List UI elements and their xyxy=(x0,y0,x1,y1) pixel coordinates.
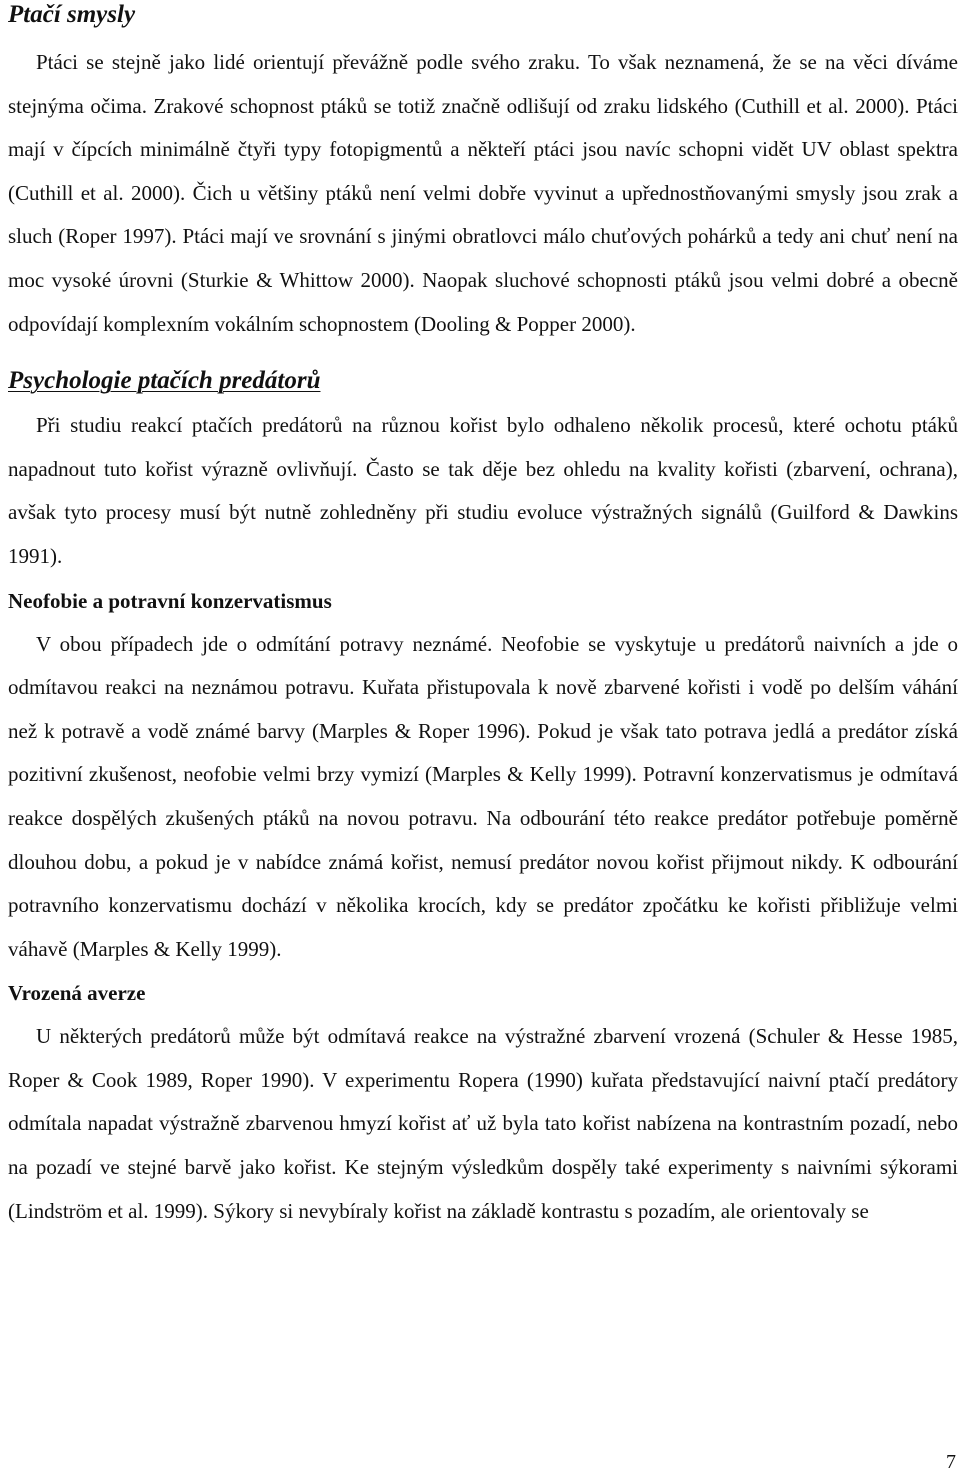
paragraph-psychologie: Při studiu reakcí ptačích predátorů na různou kořist bylo odhaleno několik procesů, které ochotu ptáků napadnout tuto kořist výrazně ovlivňují. Často se tak děje bez ohledu na kvality kořisti (zbarvení, ochrana), avšak tyto procesy musí být nutně zohledněny při studiu evoluce výstražných signálů (Guilford & Dawkins 1991). xyxy=(8,413,958,568)
subheading-neofobie: Neofobie a potravní konzervatismus xyxy=(8,588,332,613)
paragraph-neofobie: V obou případech jde o odmítání potravy neznámé. Neofobie se vyskytuje u predátorů naivních a jde o odmítavou reakci na neznámou potravu. Kuřata přistupovala k nově zbarvené kořisti i vodě po delším váhání než k potravě a vodě známé barvy (Marples & Roper 1996). Pokud je však tato potrava jedlá a predátor získá pozitivní zkušenost, neofobie velmi brzy vymizí (Marples & Kelly 1999). Potravní konzervatismus je odmítavá reakce dospělých zkušených ptáků na novou potravu. Na odbourání této reakce predátor potřebuje poměrně dlouhou dobu, a pokud je v nabídce známá kořist, nemusí predátor novou kořist přijmout nikdy. K odbourání potravního konzervatismu dochází v několika krocích, kdy se predátor zpočátku ke kořisti přibližuje velmi váhavě (Marples & Kelly 1999). xyxy=(8,631,958,961)
document-page xyxy=(8,0,958,1233)
subheading-vrozena-averze: Vrozená averze xyxy=(8,981,146,1006)
paragraph-vrozena-averze: U některých predátorů může být odmítavá reakce na výstražné zbarvení vrozená (Schuler & Hesse 1985, Roper & Cook 1989, Roper 1990). V experimentu Ropera (1990) kuřata představující naivní ptačí predátory odmítala napadat výstražně zbarvenou hmyzí kořist ať už byla tato kořist nabízena na kontrastním pozadí, nebo na pozadí ve stejné barvě jako kořist. Ke stejným výsledkům dospěly také experimenty s naivními sýkorami (Lindström et al. 1999). Sýkory si nevybíraly kořist na základě kontrastu s pozadím, ale orientovaly se xyxy=(8,1024,958,1223)
paragraph-ptaci-smysly: Ptáci se stejně jako lidé orientují převážně podle svého zraku. To však neznamená, že se na věci díváme stejnýma očima. Zrakové schopnost ptáků se totiž značně odlišují od zraku lidského (Cuthill et al. 2000). Ptáci mají v čípcích minimálně čtyři typy fotopigmentů a někteří ptáci jsou navíc schopni vidět UV oblast spektra (Cuthill et al. 2000). Čich u většiny ptáků není velmi dobře vyvinut a upřednostňovanými smysly jsou zrak a sluch (Roper 1997). Ptáci mají ve srovnání s jinými obratlovci málo chuťových pohárků a tedy ani chuť není na moc vysoké úrovni (Sturkie & Whittow 2000). Naopak sluchové schopnosti ptáků jsou velmi dobré a obecně odpovídají komplexním vokálním schopnostem (Dooling & Popper 2000). xyxy=(8,50,958,336)
page-number: 7 xyxy=(946,1451,956,1473)
section-heading-ptaci-smysly: Ptačí smysly xyxy=(8,1,136,28)
section-heading-psychologie: Psychologie ptačích predátorů xyxy=(8,367,321,395)
